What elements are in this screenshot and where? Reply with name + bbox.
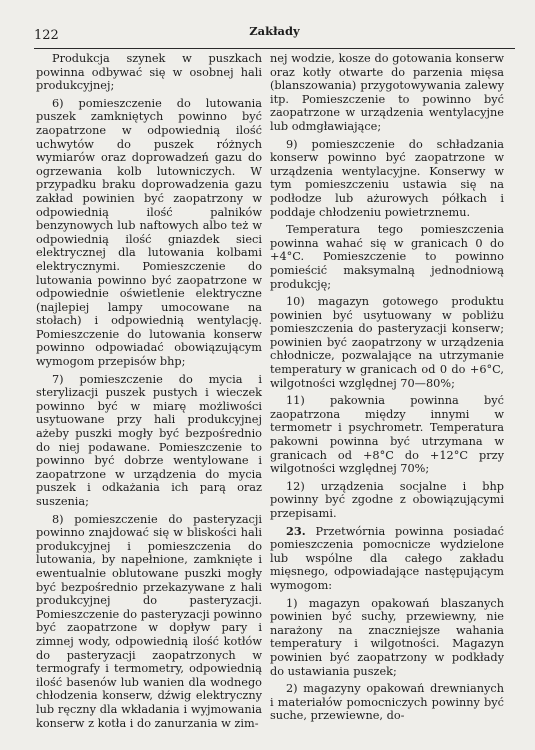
paragraph-text: 7) pomieszczenie do mycia i sterylizacji puszek pustych i wieczek powinno być w miarę możliwości usytuowane przy hali produkcyjnej ażeby puszki mogły być bezpośrednio do niej podawane. Pomieszczenie to powinno być dobrze wentylowane i zaopatrzone w urządzenia do mycia puszek i odkażania ich parą oraz suszenia; [36, 372, 262, 508]
paragraph [270, 597, 504, 679]
paragraph-text: Produkcja szynek w puszkach powinna odbywać się w osobnej hali produkcyjnej; [36, 52, 262, 93]
paragraph [36, 513, 262, 731]
paragraph [270, 480, 504, 521]
paragraph [270, 682, 504, 723]
paragraph [270, 52, 504, 134]
paragraph-text: nej wodzie, kosze do gotowania konserw oraz kotły otwarte do parzenia mięsa (blanszowania) przygotowywania zalewy itp. Pomieszczenie to powinno być zaopatrzone w urządzenia wentylacyjne lub odmgławiające; [270, 52, 504, 133]
paragraph-text: 2) magazyny opakowań drewnianych i materiałów pomocniczych powinny być suche, przewiewne, do- [270, 682, 504, 723]
page-number: 122 [34, 28, 59, 43]
left-column [36, 52, 262, 734]
paragraph [36, 373, 262, 509]
paragraph-text: 10) magazyn gotowego produktu powinien być usytuowany w pobliżu pomieszczenia do pasteryzacji konserw; powinien być zaopatrzony w urządzenia chłodnicze, pozwalające na utrzymanie temperatury w granicach od 0 do +6°C, wilgotności względnej 70—80%; [270, 295, 504, 390]
paragraph-text: 9) pomieszczenie do schładzania konserw powinno być zaopatrzone w urządzenia wentylacyjne. Konserwy w tym pomieszczeniu ustawia się na podłodze lub ażurowych półkach i poddaje chłodzeniu powietrznemu. [270, 137, 504, 219]
paragraph-text: 11) pakownia powinna być zaopatrzona między innymi w termometr i psychrometr. Temperatura pakowni powinna być utrzymana w granicach od +8°C do +12°C przy wilgotności względnej 70%; [270, 394, 504, 476]
paragraph [36, 52, 262, 93]
page-header [34, 22, 515, 49]
running-head: Zakłady [249, 24, 300, 38]
paragraph-text: 12) urządzenia socjalne i bhp powinny być zgodne z obowiązującymi przepisami. [270, 479, 504, 520]
section-number: 23. [286, 523, 306, 538]
paragraph-text: 8) pomieszczenie do pasteryzacji powinno znajdować się w bliskości hali produkcyjnej i pomieszczenia do lutowania, by napełnione, zamknięte i ewentualnie oblutowane puszki mogły być bezpośrednio przekazywane z hali produkcyjnej do pasteryzacji. Pomieszczenie do pasteryzacji powinno być zaopatrzone w dopływ pary i zimnej wody, odpowiednią ilość kotłów do pasteryzacji zaopatrzonych w termografy i termometry, odpowiednią ilość basenów lub wanien dla wodnego chłodzenia konserw, dźwig elektryczny lub ręczny dla wkładania i wyjmowania konserw z kotła i do zanurzania w zim- [36, 512, 262, 730]
paragraph [270, 223, 504, 291]
right-column [270, 52, 504, 727]
paragraph [270, 394, 504, 476]
paragraph-text: Temperatura tego pomieszczenia powinna wahać się w granicach 0 do +4°C. Pomieszczenie to powinno pomieścić maksymalną jednodniową produkcję; [270, 223, 504, 291]
paragraph-text: 1) magazyn opakowań blaszanych powinien być suchy, przewiewny, nie narażony na znaczniejsze wahania temperatury i wilgotności. Magazyn powinien być zaopatrzony w podkłady do ustawiania puszek; [270, 596, 504, 678]
paragraph [270, 138, 504, 220]
paragraph [270, 295, 504, 390]
paragraph-text: 6) pomieszczenie do lutowania puszek zamkniętych powinno być zaopatrzone w odpowiednią ilość uchwytów do puszek różnych wymiarów oraz doprowadzeń gazu do ogrzewania kolb lutowniczych. W przypadku braku doprowadzenia gazu zakład powinien być zaopatrzony w odpowiednią ilość palników benzynowych lub naftowych albo też w odpowiednią ilość gniazdek sieci elektrycznej dla lutowania kolbami elektrycznymi. Pomieszczenie do lutowania powinno być zaopatrzone w odpowiednie oświetlenie elektryczne (najlepiej lampy umocowane na stołach) i odpowiednią wentylację. Pomieszczenie do lutowania konserw powinno odpowiadać obowiązującym wymogom przepisów bhp; [36, 96, 262, 369]
paragraph [36, 97, 262, 369]
paragraph [270, 525, 504, 593]
paragraph-text: Przetwórnia powinna posiadać pomieszczenia pomocnicze wydzielone lub wspólne dla całego zakładu mięsnego, odpowiadające następującym wymogom: [270, 524, 504, 592]
